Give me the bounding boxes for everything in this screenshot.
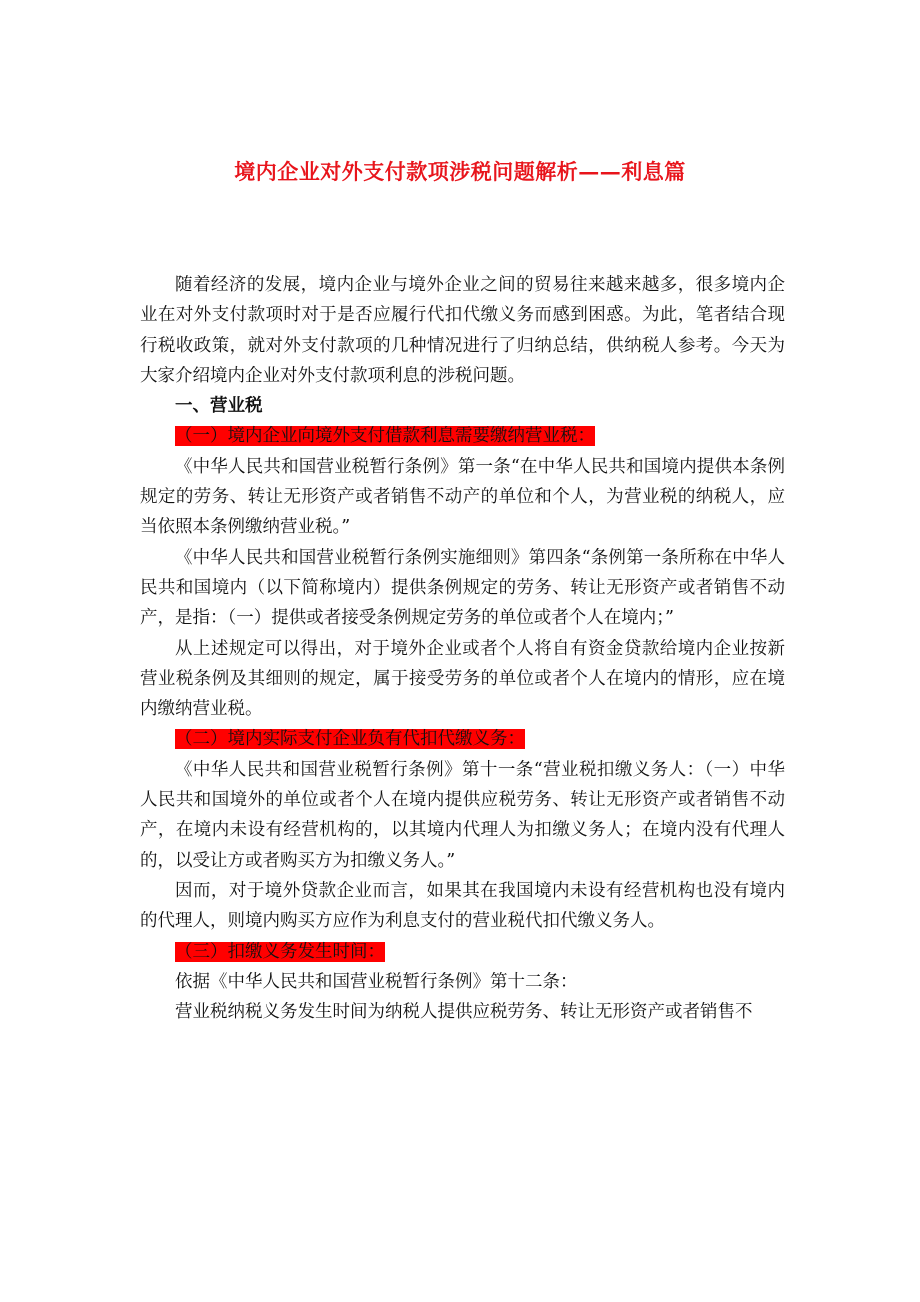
paragraph-article-12-text: 营业税纳税义务发生时间为纳税人提供应税劳务、转让无形资产或者销售不 (175, 1002, 753, 1023)
paragraph-article-1: 《中华人民共和国营业税暂行条例》第一条“在中华人民共和国境内提供本条例规定的劳务、转让无形资产或者销售不动产的单位和个人，为营业税的纳税人，应当依照本条例缴纳营业税。” (140, 456, 785, 538)
section-heading: 一、营业税 (175, 396, 263, 417)
document-body (140, 270, 785, 1027)
subheading-1: （一）境内企业向境外支付借款利息需要缴纳营业税： (175, 426, 595, 447)
paragraph-conclusion-1: 从上述规定可以得出，对于境外企业或者个人将自有资金贷款给境内企业按新营业税条例及其细则的规定，属于接受劳务的单位或者个人在境内的情形，应在境内缴纳营业税。 (140, 638, 785, 720)
paragraph-intro: 随着经济的发展，境内企业与境外企业之间的贸易往来越来越多，很多境内企业在对外支付款项时对于是否应履行代扣代缴义务而感到困惑。为此，笔者结合现行税收政策，就对外支付款项的几种情况进行了归纳总结，供纳税人参考。今天为大家介绍境内企业对外支付款项利息的涉税问题。 (140, 275, 785, 386)
paragraph-article-4: 《中华人民共和国营业税暂行条例实施细则》第四条“条例第一条所称在中华人民共和国境内（以下简称境内）提供条例规定的劳务、转让无形资产或者销售不动产，是指：（一）提供或者接受条例规定劳务的单位或者个人在境内；” (140, 547, 785, 629)
paragraph-article-11: 《中华人民共和国营业税暂行条例》第十一条“营业税扣缴义务人：（一）中华人民共和国境外的单位或者个人在境内提供应税劳务、转让无形资产或者销售不动产，在境内未设有经营机构的，以其境内代理人为扣缴义务人；在境内没有代理人的，以受让方或者购买方为扣缴义务人。” (140, 759, 785, 871)
subheading-2: （二）境内实际支付企业负有代扣代缴义务： (175, 729, 525, 750)
document-title: 境内企业对外支付款项涉税问题解析——利息篇 (234, 159, 686, 184)
subheading-1-line (140, 421, 785, 451)
subheading-3: （三）扣缴义务发生时间： (175, 941, 385, 962)
subheading-2-line (140, 724, 785, 754)
subheading-3-line (140, 937, 785, 967)
paragraph-article-12-ref: 依据《中华人民共和国营业税暂行条例》第十二条： (175, 971, 578, 992)
paragraph-conclusion-2: 因而，对于境外贷款企业而言，如果其在我国境内未设有经营机构也没有境内的代理人，则境内购买方应作为利息支付的营业税代扣代缴义务人。 (140, 880, 785, 932)
